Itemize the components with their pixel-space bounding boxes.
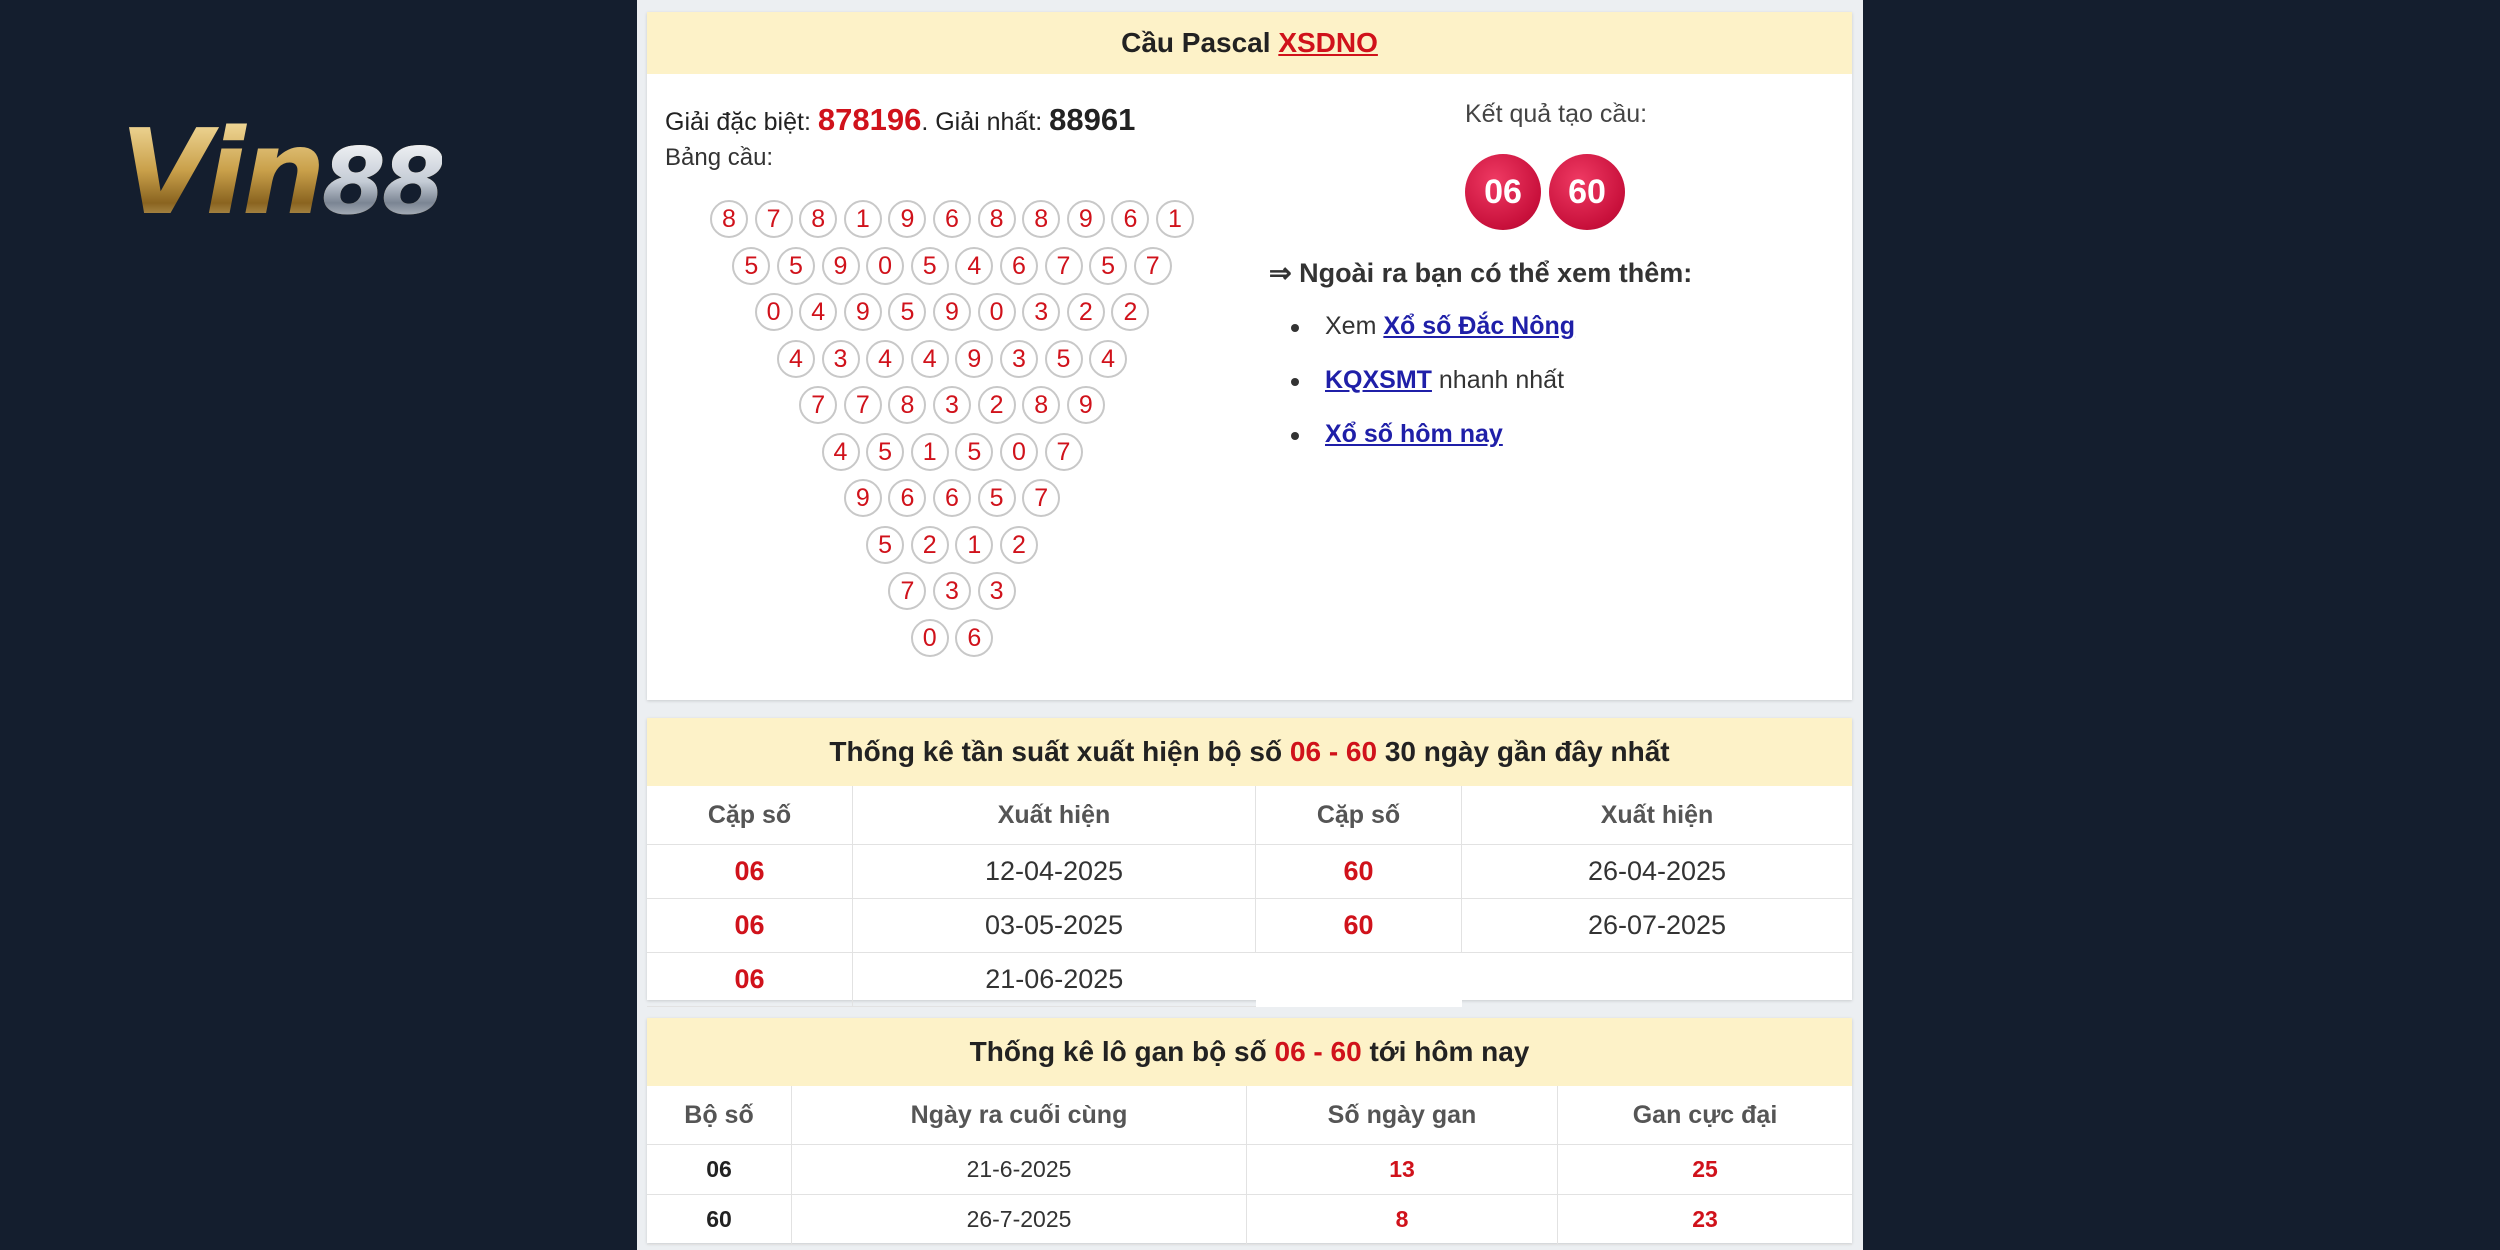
pair-cell: 06 <box>647 899 853 953</box>
pascal-ball: 1 <box>844 200 882 238</box>
pascal-ball: 5 <box>978 479 1016 517</box>
table-row <box>647 1195 1852 1245</box>
col-appear: Xuất hiện <box>853 786 1256 845</box>
main-content <box>637 0 1863 1250</box>
pascal-ball: 0 <box>978 293 1016 331</box>
col-gan-days: Số ngày gan <box>1247 1086 1558 1145</box>
pascal-ball: 3 <box>978 572 1016 610</box>
days-cell: 8 <box>1247 1195 1558 1245</box>
result-ball-1: 06 <box>1465 154 1541 230</box>
pascal-ball: 9 <box>844 479 882 517</box>
empty-cell <box>1256 953 1462 1007</box>
pascal-ball: 9 <box>933 293 971 331</box>
xsdno-link[interactable]: XSDNO <box>1278 27 1378 58</box>
lo-gan-table <box>647 1086 1852 1245</box>
pascal-ball: 3 <box>822 340 860 378</box>
pascal-ball: 9 <box>1067 386 1105 424</box>
pascal-ball: 5 <box>955 433 993 471</box>
list-item <box>1287 420 1575 474</box>
more-title: ⇒ Ngoài ra bạn có thể xem thêm: <box>1269 258 1693 288</box>
pascal-ball: 3 <box>1022 293 1060 331</box>
pair-cell: 06 <box>647 845 853 899</box>
pair-cell: 06 <box>647 953 853 1007</box>
pascal-ball: 7 <box>755 200 793 238</box>
frequency-title: Thống kê tần suất xuất hiện bộ số 06 - 60 30 ngày gần đây nhất <box>647 718 1852 786</box>
lo-gan-card <box>647 1018 1852 1243</box>
table-row <box>647 953 1852 1007</box>
pascal-ball: 5 <box>732 247 770 285</box>
xo-so-dac-nong-link[interactable]: Xổ số Đắc Nông <box>1383 312 1576 340</box>
date-cell: 26-07-2025 <box>1462 899 1853 953</box>
pascal-ball: 6 <box>955 619 993 657</box>
pascal-ball: 7 <box>799 386 837 424</box>
list-item: KQXSMT nhanh nhất <box>1287 366 1575 420</box>
pascal-ball: 9 <box>888 200 926 238</box>
pascal-ball: 4 <box>955 247 993 285</box>
pascal-ball: 2 <box>1067 293 1105 331</box>
pascal-ball: 1 <box>1156 200 1194 238</box>
pascal-ball: 7 <box>1045 247 1083 285</box>
pascal-ball: 6 <box>933 479 971 517</box>
pascal-ball: 6 <box>888 479 926 517</box>
pascal-ball: 2 <box>1111 293 1149 331</box>
date-cell: 26-04-2025 <box>1462 845 1853 899</box>
list-item: Xem Xổ số Đắc Nông <box>1287 312 1575 366</box>
max-cell: 25 <box>1558 1145 1853 1195</box>
pair-cell: 60 <box>1256 899 1462 953</box>
vin88-logo[interactable] <box>120 103 490 241</box>
pascal-ball: 4 <box>866 340 904 378</box>
col-pair: Cặp số <box>647 786 853 845</box>
pascal-ball: 4 <box>799 293 837 331</box>
date-cell: 03-05-2025 <box>853 899 1256 953</box>
pascal-ball: 6 <box>1111 200 1149 238</box>
xo-so-hom-nay-link[interactable]: Xổ số hôm nay <box>1325 420 1503 448</box>
pascal-ball: 7 <box>1134 247 1172 285</box>
lo-gan-title: Thống kê lô gan bộ số 06 - 60 tới hôm nay <box>647 1018 1852 1086</box>
first-prize: 88961 <box>1049 102 1136 137</box>
pascal-ball: 2 <box>911 526 949 564</box>
pascal-ball: 5 <box>911 247 949 285</box>
pascal-ball: 5 <box>1045 340 1083 378</box>
col-gan-max: Gan cực đại <box>1558 1086 1853 1145</box>
pascal-ball: 5 <box>866 526 904 564</box>
pascal-ball: 0 <box>866 247 904 285</box>
pascal-ball: 0 <box>755 293 793 331</box>
pascal-ball: 7 <box>844 386 882 424</box>
col-last-date: Ngày ra cuối cùng <box>792 1086 1247 1145</box>
date-cell: 21-06-2025 <box>853 953 1256 1007</box>
pascal-ball: 3 <box>933 386 971 424</box>
col-appear: Xuất hiện <box>1462 786 1853 845</box>
date-cell: 21-6-2025 <box>792 1145 1247 1195</box>
pascal-ball: 5 <box>866 433 904 471</box>
pascal-ball: 9 <box>822 247 860 285</box>
pascal-ball: 9 <box>844 293 882 331</box>
pascal-ball: 9 <box>955 340 993 378</box>
pascal-ball: 2 <box>978 386 1016 424</box>
max-cell: 23 <box>1558 1195 1853 1245</box>
pascal-ball: 4 <box>1089 340 1127 378</box>
date-cell: 26-7-2025 <box>792 1195 1247 1245</box>
col-bo-so: Bộ số <box>647 1086 792 1145</box>
logo-text: Vin88 <box>120 103 442 241</box>
pascal-ball: 0 <box>911 619 949 657</box>
num-cell: 06 <box>647 1145 792 1195</box>
pascal-ball: 3 <box>933 572 971 610</box>
table-row <box>647 845 1852 899</box>
pascal-ball: 6 <box>933 200 971 238</box>
result-label: Kết quả tạo cầu: <box>1465 100 1648 128</box>
empty-cell <box>1462 953 1853 1007</box>
frequency-table <box>647 786 1852 1007</box>
pascal-ball: 5 <box>777 247 815 285</box>
pascal-ball: 8 <box>978 200 1016 238</box>
result-ball-2: 60 <box>1549 154 1625 230</box>
prize-line: Giải đặc biệt: 878196. Giải nhất: 88961 <box>665 102 1136 137</box>
pascal-ball: 8 <box>1022 386 1060 424</box>
pascal-ball: 8 <box>1022 200 1060 238</box>
pascal-ball: 4 <box>822 433 860 471</box>
pascal-card <box>647 12 1852 700</box>
pascal-ball: 8 <box>888 386 926 424</box>
kqxsmt-link[interactable]: KQXSMT <box>1325 366 1432 394</box>
table-label: Bảng cầu: <box>665 144 774 171</box>
pair-cell: 60 <box>1256 845 1462 899</box>
pascal-ball: 0 <box>1000 433 1038 471</box>
pascal-ball: 7 <box>1045 433 1083 471</box>
pascal-ball: 1 <box>911 433 949 471</box>
days-cell: 13 <box>1247 1145 1558 1195</box>
pascal-ball: 5 <box>888 293 926 331</box>
pascal-ball: 7 <box>888 572 926 610</box>
table-row <box>647 1145 1852 1195</box>
pascal-title: Cầu Pascal XSDNO <box>647 12 1852 74</box>
date-cell: 12-04-2025 <box>853 845 1256 899</box>
pascal-ball: 7 <box>1022 479 1060 517</box>
special-prize: 878196 <box>817 102 922 137</box>
pascal-ball: 4 <box>777 340 815 378</box>
pascal-ball: 2 <box>1000 526 1038 564</box>
pascal-ball: 8 <box>799 200 837 238</box>
pascal-ball: 4 <box>911 340 949 378</box>
pascal-ball: 3 <box>1000 340 1038 378</box>
frequency-card <box>647 718 1852 1000</box>
num-cell: 60 <box>647 1195 792 1245</box>
pascal-ball: 8 <box>710 200 748 238</box>
more-links <box>1287 312 1575 474</box>
pascal-ball: 5 <box>1089 247 1127 285</box>
pascal-ball: 9 <box>1067 200 1105 238</box>
table-row <box>647 899 1852 953</box>
col-pair: Cặp số <box>1256 786 1462 845</box>
pascal-ball: 6 <box>1000 247 1038 285</box>
pascal-ball: 1 <box>955 526 993 564</box>
